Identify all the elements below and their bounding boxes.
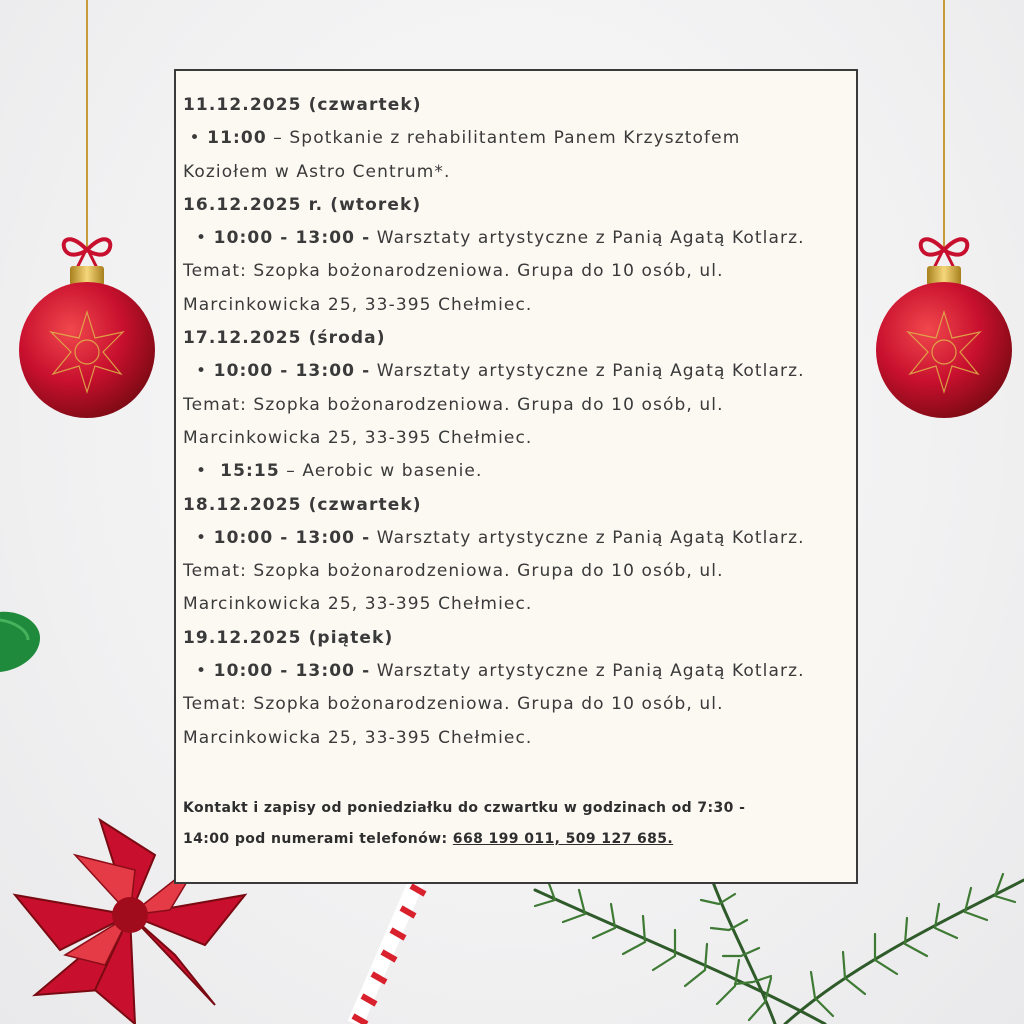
list-item-continuation: Marcinkowicka 25, 33-395 Chełmiec. [183, 294, 533, 315]
list-item-continuation: Temat: Szopka bożonarodzeniowa. Grupa do 10 osób, ul. [183, 261, 724, 282]
date-heading: 19.12.2025 (piątek) [183, 627, 394, 648]
list-item: • 10:00 - 13:00 - Warsztaty artystyczne z Panią Agatą Kotlarz. [183, 522, 848, 555]
bullet-icon: • [196, 228, 208, 249]
bullet-icon: • [189, 128, 201, 149]
date-heading: 11.12.2025 (czwartek) [183, 95, 422, 115]
list-item-continuation: Temat: Szopka bożonarodzeniowa. Grupa do 10 osób, ul. [183, 561, 724, 582]
list-item-continuation: Temat: Szopka bożonarodzeniowa. Grupa do 10 osób, ul. [183, 394, 724, 415]
list-item: • 15:15 – Aerobic w basenie. [183, 455, 848, 488]
contact-info: Kontakt i zapisy od poniedziałku do czwartku w godzinach od 7:30 - [183, 799, 746, 816]
date-heading: 16.12.2025 r. (wtorek) [183, 194, 422, 215]
list-item: • 10:00 - 13:00 - Warsztaty artystyczne z Panią Agatą Kotlarz. [183, 222, 848, 255]
list-item: • 11:00 – Spotkanie z rehabilitantem Panem Krzysztofem [183, 122, 848, 155]
schedule-card [174, 69, 858, 884]
pine-branch-icon [525, 860, 1024, 1024]
list-item-continuation: Marcinkowicka 25, 33-395 Chełmiec. [183, 427, 533, 448]
date-heading: 18.12.2025 (czwartek) [183, 494, 422, 515]
right-ornament-icon [872, 0, 1022, 420]
list-item-continuation: Temat: Szopka bożonarodzeniowa. Grupa do 10 osób, ul. [183, 694, 724, 715]
bullet-icon: • [196, 361, 208, 382]
phone-numbers-link[interactable]: 668 199 011, 509 127 685. [452, 830, 674, 847]
contact-phones-line: 14:00 pod numerami telefonów: 668 199 011, 509 127 685. [183, 830, 674, 847]
list-item: • 10:00 - 13:00 - Warsztaty artystyczne z Panią Agatą Kotlarz. [183, 655, 848, 688]
candy-cane-icon [345, 880, 435, 1024]
list-item: • 10:00 - 13:00 - Warsztaty artystyczne z Panią Agatą Kotlarz. [183, 355, 848, 388]
list-item-continuation: Marcinkowicka 25, 33-395 Chełmiec. [183, 727, 533, 748]
bullet-icon: • [196, 527, 208, 548]
bullet-icon: • [196, 661, 208, 682]
bullet-icon: • [196, 461, 208, 482]
list-item-continuation: Marcinkowicka 25, 33-395 Chełmiec. [183, 594, 533, 615]
green-bauble-icon [0, 600, 50, 690]
date-heading: 17.12.2025 (środa) [183, 328, 386, 349]
left-ornament-icon [15, 0, 165, 420]
list-item-continuation: Koziołem w Astro Centrum*. [183, 161, 451, 182]
